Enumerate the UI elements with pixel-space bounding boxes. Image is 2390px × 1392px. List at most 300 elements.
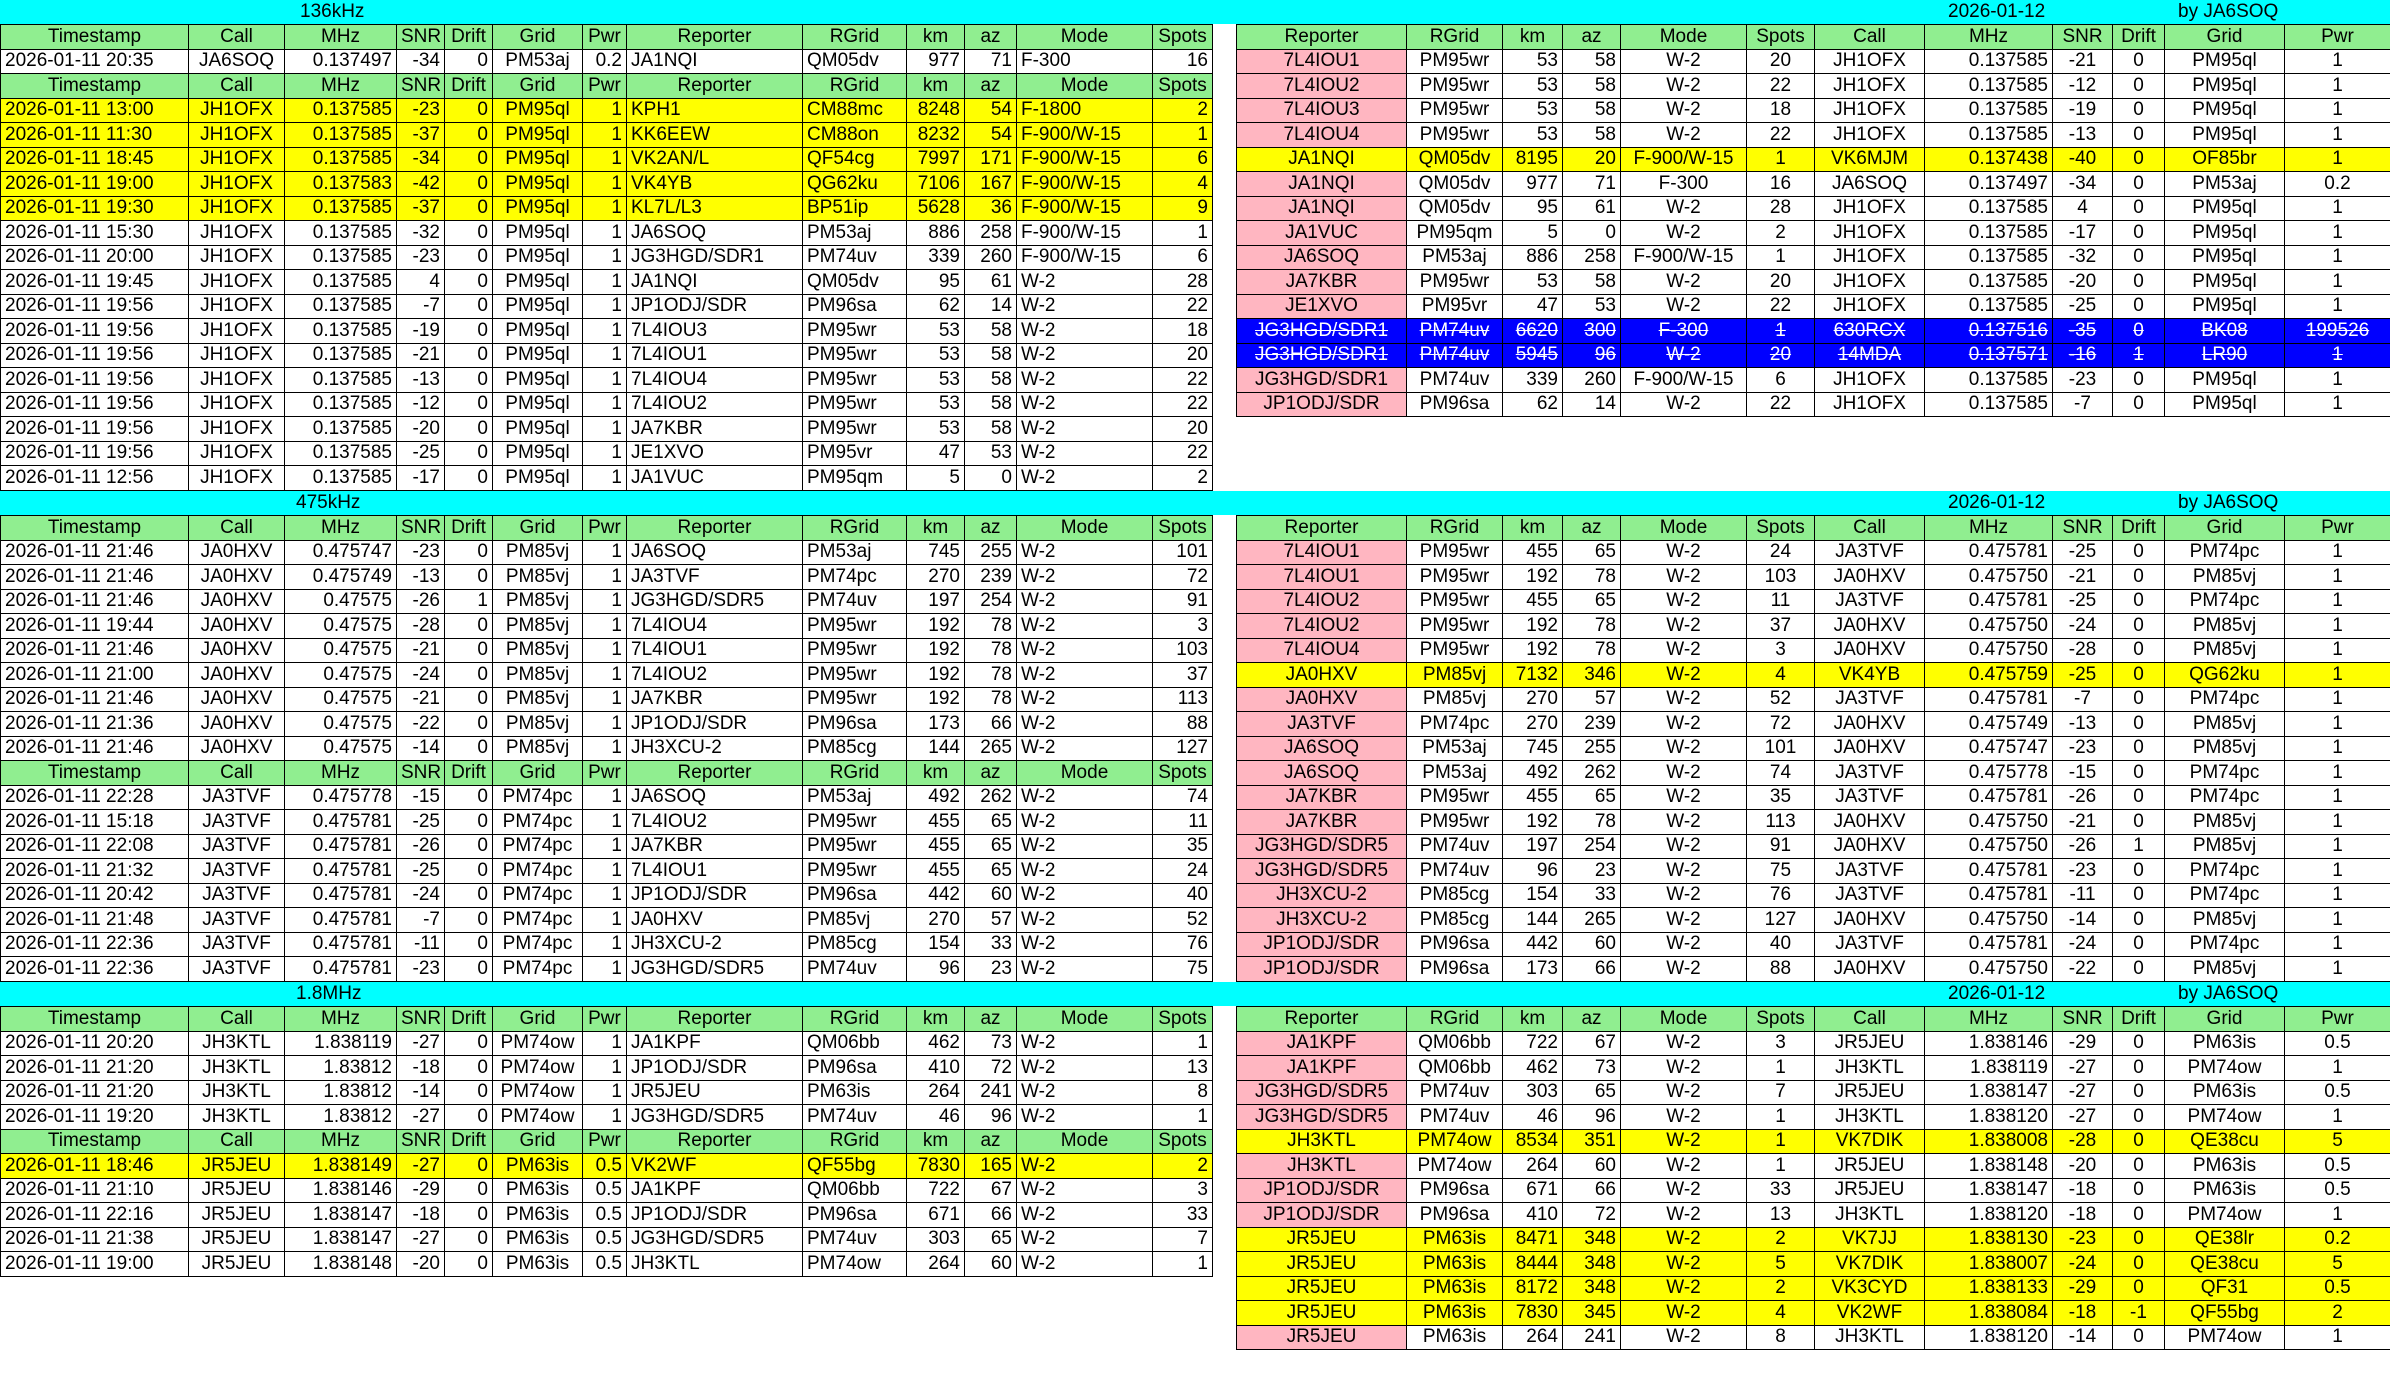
cell-grid: PM63is	[493, 1178, 583, 1203]
cell-rgrid: PM96sa	[803, 1203, 907, 1228]
cell-reporter: JG3HGD/SDR1	[627, 245, 803, 270]
cell-snr: -18	[397, 1056, 445, 1081]
cell-pwr: 1	[2285, 638, 2390, 663]
cell-km: 455	[1503, 589, 1563, 614]
column-header: Call	[189, 516, 285, 541]
cell-rgrid: PM63is	[1407, 1227, 1503, 1252]
cell-rgrid: PM95wr	[1407, 614, 1503, 639]
cell-pwr: 1	[583, 245, 627, 270]
column-header: RGrid	[803, 1007, 907, 1032]
cell-km: 173	[1503, 957, 1563, 982]
cell-timestamp: 2026-01-11 19:56	[1, 294, 189, 319]
column-header: Pwr	[583, 25, 627, 50]
cell-rgrid: PM74uv	[803, 589, 907, 614]
cell-mode: W-2	[1621, 392, 1747, 417]
column-header: SNR	[397, 74, 445, 99]
cell-az: 73	[1563, 1056, 1621, 1081]
cell-mode: W-2	[1017, 294, 1153, 319]
cell-mhz: 0.137585	[285, 196, 397, 221]
cell-call: JH3KTL	[1815, 1325, 1925, 1350]
cell-drift: 0	[445, 49, 493, 74]
cell-rgrid: PM63is	[803, 1080, 907, 1105]
cell-pwr: 0.5	[2285, 1178, 2390, 1203]
cell-az: 0	[1563, 221, 1621, 246]
cell-pwr: 1	[583, 417, 627, 442]
cell-km: 7997	[907, 147, 965, 172]
cell-spots: 52	[1153, 908, 1213, 933]
cell-reporter: VK2AN/L	[627, 147, 803, 172]
cell-mhz: 0.137585	[285, 466, 397, 491]
cell-pwr: 1	[2285, 663, 2390, 688]
cell-timestamp: 2026-01-11 19:00	[1, 1252, 189, 1277]
cell-call: JA3TVF	[1815, 859, 1925, 884]
cell-spots: 35	[1747, 785, 1815, 810]
cell-mode: F-900/W-15	[1017, 172, 1153, 197]
cell-timestamp: 2026-01-11 21:32	[1, 859, 189, 884]
cell-pwr: 1	[2285, 859, 2390, 884]
cell-drift: 0	[445, 294, 493, 319]
cell-call: JR5JEU	[189, 1227, 285, 1252]
cell-mode: W-2	[1017, 1203, 1153, 1228]
cell-mode: W-2	[1017, 687, 1153, 712]
cell-reporter: JR5JEU	[1237, 1252, 1407, 1277]
cell-spots: 2	[1153, 466, 1213, 491]
cell-km: 53	[907, 368, 965, 393]
cell-mhz: 1.838130	[1925, 1227, 2053, 1252]
table-row	[1, 221, 1213, 246]
cell-mhz: 0.47575	[285, 736, 397, 761]
report-date: 2026-01-12	[1948, 1, 2046, 22]
cell-call: JA3TVF	[1815, 589, 1925, 614]
cell-spots: 76	[1747, 883, 1815, 908]
cell-drift: 0	[445, 196, 493, 221]
cell-reporter: JA1NQI	[1237, 196, 1407, 221]
cell-km: 173	[907, 712, 965, 737]
cell-mode: W-2	[1017, 834, 1153, 859]
cell-call: JA3TVF	[189, 834, 285, 859]
cell-az: 345	[1563, 1301, 1621, 1326]
column-header: Timestamp	[1, 74, 189, 99]
cell-drift: 0	[2113, 687, 2165, 712]
cell-rgrid: PM96sa	[803, 294, 907, 319]
cell-az: 58	[1563, 74, 1621, 99]
cell-mode: F-900/W-15	[1017, 196, 1153, 221]
cell-snr: -27	[2053, 1056, 2113, 1081]
table-row	[1237, 834, 2390, 859]
table-row	[1, 49, 1213, 74]
cell-rgrid: PM95wr	[803, 392, 907, 417]
cell-call: JR5JEU	[1815, 1031, 1925, 1056]
cell-mode: W-2	[1621, 343, 1747, 368]
cell-az: 254	[965, 589, 1017, 614]
cell-timestamp: 2026-01-11 15:18	[1, 810, 189, 835]
table-row	[1, 1031, 1213, 1056]
cell-drift: 0	[2113, 1154, 2165, 1179]
cell-reporter: 7L4IOU3	[627, 319, 803, 344]
cell-pwr: 1	[583, 98, 627, 123]
cell-reporter: JG3HGD/SDR5	[627, 1105, 803, 1130]
cell-km: 410	[1503, 1203, 1563, 1228]
cell-grid: PM95ql	[493, 368, 583, 393]
cell-mhz: 0.137585	[285, 368, 397, 393]
cell-km: 53	[907, 319, 965, 344]
cell-call: JA3TVF	[189, 957, 285, 982]
cell-spots: 22	[1747, 392, 1815, 417]
cell-grid: PM95ql	[493, 343, 583, 368]
cell-pwr: 1	[2285, 565, 2390, 590]
cell-mode: W-2	[1621, 859, 1747, 884]
cell-grid: PM74pc	[2165, 589, 2285, 614]
cell-reporter: JA7KBR	[627, 687, 803, 712]
table-row	[1237, 1031, 2390, 1056]
cell-az: 33	[965, 932, 1017, 957]
table-row	[1237, 74, 2390, 99]
cell-km: 339	[907, 245, 965, 270]
cell-rgrid: PM74uv	[803, 245, 907, 270]
cell-call: JH1OFX	[189, 392, 285, 417]
cell-rgrid: PM53aj	[1407, 761, 1503, 786]
cell-call: JA3TVF	[189, 859, 285, 884]
cell-mhz: 0.137585	[1925, 368, 2053, 393]
cell-snr: 4	[397, 270, 445, 295]
column-header: Spots	[1153, 516, 1213, 541]
cell-snr: -21	[397, 687, 445, 712]
spots-table-1-8mhz-receive	[1236, 1006, 2390, 1350]
cell-call: JR5JEU	[189, 1178, 285, 1203]
column-header: Mode	[1621, 1007, 1747, 1032]
cell-snr: -22	[397, 712, 445, 737]
column-header: Call	[189, 1007, 285, 1032]
cell-grid: PM95ql	[493, 392, 583, 417]
cell-call: JH1OFX	[189, 368, 285, 393]
column-header: RGrid	[803, 761, 907, 786]
cell-pwr: 0.2	[583, 49, 627, 74]
cell-rgrid: PM95wr	[803, 319, 907, 344]
cell-spots: 1	[1153, 1031, 1213, 1056]
cell-snr: -40	[2053, 147, 2113, 172]
cell-km: 270	[907, 908, 965, 933]
cell-az: 23	[1563, 859, 1621, 884]
cell-spots: 1	[1747, 1129, 1815, 1154]
table-row	[1, 319, 1213, 344]
cell-mhz: 0.475747	[285, 540, 397, 565]
cell-timestamp: 2026-01-11 19:56	[1, 441, 189, 466]
cell-grid: PM95ql	[493, 466, 583, 491]
cell-mode: W-2	[1621, 1227, 1747, 1252]
cell-az: 58	[965, 343, 1017, 368]
cell-mhz: 0.475750	[1925, 908, 2053, 933]
cell-snr: -18	[397, 1203, 445, 1228]
cell-call: VK7DIK	[1815, 1129, 1925, 1154]
cell-timestamp: 2026-01-11 19:44	[1, 614, 189, 639]
cell-km: 270	[1503, 687, 1563, 712]
column-header: Reporter	[1237, 1007, 1407, 1032]
cell-mode: W-2	[1621, 1056, 1747, 1081]
cell-drift: 0	[445, 859, 493, 884]
cell-rgrid: PM74uv	[803, 1227, 907, 1252]
cell-rgrid: QM06bb	[803, 1178, 907, 1203]
cell-az: 65	[1563, 785, 1621, 810]
band-label: 475kHz	[296, 492, 361, 513]
cell-reporter: JH3XCU-2	[627, 932, 803, 957]
column-header: Reporter	[627, 516, 803, 541]
cell-call: 14MDA	[1815, 343, 1925, 368]
cell-pwr: 1	[2285, 785, 2390, 810]
cell-reporter: 7L4IOU2	[627, 810, 803, 835]
cell-timestamp: 2026-01-11 22:16	[1, 1203, 189, 1228]
cell-az: 0	[965, 466, 1017, 491]
cell-az: 65	[965, 834, 1017, 859]
cell-mhz: 0.475778	[1925, 761, 2053, 786]
cell-az: 171	[965, 147, 1017, 172]
column-header: Grid	[493, 516, 583, 541]
column-header: Timestamp	[1, 516, 189, 541]
cell-mode: F-900/W-15	[1017, 221, 1153, 246]
cell-spots: 91	[1153, 589, 1213, 614]
cell-grid: PM95ql	[2165, 196, 2285, 221]
column-header: Drift	[2113, 25, 2165, 50]
cell-az: 54	[965, 123, 1017, 148]
cell-km: 46	[907, 1105, 965, 1130]
cell-mode: W-2	[1621, 565, 1747, 590]
cell-grid: PM63is	[493, 1252, 583, 1277]
cell-timestamp: 2026-01-11 22:28	[1, 785, 189, 810]
cell-drift: 0	[445, 638, 493, 663]
cell-snr: -13	[397, 368, 445, 393]
column-header: RGrid	[803, 25, 907, 50]
cell-km: 62	[1503, 392, 1563, 417]
cell-snr: -19	[397, 319, 445, 344]
cell-drift: 0	[2113, 196, 2165, 221]
cell-mhz: 1.838007	[1925, 1252, 2053, 1277]
cell-call: JH1OFX	[189, 98, 285, 123]
cell-spots: 3	[1747, 638, 1815, 663]
cell-reporter: JA6SOQ	[627, 221, 803, 246]
cell-spots: 1	[1747, 147, 1815, 172]
cell-reporter: JA7KBR	[627, 417, 803, 442]
cell-az: 71	[1563, 172, 1621, 197]
table-row	[1, 908, 1213, 933]
cell-drift: 0	[2113, 245, 2165, 270]
cell-drift: 0	[445, 810, 493, 835]
cell-call: JA3TVF	[1815, 785, 1925, 810]
cell-mhz: 0.475781	[285, 957, 397, 982]
cell-call: JH1OFX	[1815, 74, 1925, 99]
column-header: RGrid	[803, 1129, 907, 1154]
cell-reporter: KPH1	[627, 98, 803, 123]
column-header: Mode	[1017, 1007, 1153, 1032]
cell-grid: PM85vj	[493, 540, 583, 565]
cell-timestamp: 2026-01-11 21:46	[1, 736, 189, 761]
cell-drift: 0	[2113, 221, 2165, 246]
cell-drift: 0	[2113, 1056, 2165, 1081]
table-header-row	[1237, 516, 2390, 541]
cell-mode: W-2	[1621, 1031, 1747, 1056]
cell-drift: 0	[2113, 368, 2165, 393]
cell-snr: -27	[2053, 1080, 2113, 1105]
cell-spots: 22	[1747, 294, 1815, 319]
cell-km: 8232	[907, 123, 965, 148]
cell-pwr: 2	[2285, 1301, 2390, 1326]
column-header: Pwr	[2285, 25, 2390, 50]
cell-drift: 0	[445, 712, 493, 737]
report-author: by JA6SOQ	[2178, 983, 2279, 1004]
cell-rgrid: PM95vr	[803, 441, 907, 466]
cell-rgrid: PM74uv	[803, 1105, 907, 1130]
cell-timestamp: 2026-01-11 19:56	[1, 417, 189, 442]
table-row	[1, 294, 1213, 319]
table-row	[1237, 1129, 2390, 1154]
column-header: km	[907, 74, 965, 99]
cell-spots: 127	[1747, 908, 1815, 933]
cell-mode: W-2	[1017, 614, 1153, 639]
cell-timestamp: 2026-01-11 15:30	[1, 221, 189, 246]
table-row	[1237, 270, 2390, 295]
cell-az: 58	[965, 319, 1017, 344]
cell-pwr: 1	[583, 834, 627, 859]
cell-km: 192	[1503, 638, 1563, 663]
cell-snr: -12	[397, 392, 445, 417]
cell-grid: PM74pc	[493, 957, 583, 982]
cell-call: JA0HXV	[1815, 712, 1925, 737]
cell-spots: 74	[1747, 761, 1815, 786]
cell-az: 265	[965, 736, 1017, 761]
column-header: Drift	[2113, 516, 2165, 541]
cell-timestamp: 2026-01-11 18:46	[1, 1154, 189, 1179]
cell-call: JA0HXV	[189, 565, 285, 590]
column-header: MHz	[285, 74, 397, 99]
cell-spots: 35	[1153, 834, 1213, 859]
column-header: Drift	[445, 516, 493, 541]
cell-call: JH1OFX	[1815, 368, 1925, 393]
cell-snr: -25	[2053, 540, 2113, 565]
cell-rgrid: PM96sa	[803, 1056, 907, 1081]
cell-spots: 75	[1153, 957, 1213, 982]
cell-mhz: 0.137438	[1925, 147, 2053, 172]
cell-mhz: 1.83812	[285, 1080, 397, 1105]
cell-timestamp: 2026-01-11 21:38	[1, 1227, 189, 1252]
cell-pwr: 1	[583, 1080, 627, 1105]
cell-drift: 0	[2113, 1252, 2165, 1277]
cell-mhz: 1.838147	[285, 1227, 397, 1252]
table-row	[1, 466, 1213, 491]
cell-pwr: 0.5	[2285, 1080, 2390, 1105]
column-header: RGrid	[1407, 516, 1503, 541]
cell-spots: 16	[1153, 49, 1213, 74]
column-header: Spots	[1747, 25, 1815, 50]
cell-mhz: 0.137585	[285, 147, 397, 172]
cell-mhz: 0.137585	[285, 343, 397, 368]
column-header: SNR	[397, 1007, 445, 1032]
cell-snr: -13	[397, 565, 445, 590]
cell-mhz: 0.137497	[1925, 172, 2053, 197]
table-row	[1237, 172, 2390, 197]
table-row	[1, 1056, 1213, 1081]
cell-grid: PM85vj	[2165, 810, 2285, 835]
cell-az: 65	[965, 859, 1017, 884]
cell-pwr: 0.2	[2285, 172, 2390, 197]
cell-az: 78	[1563, 614, 1621, 639]
cell-rgrid: PM85vj	[803, 908, 907, 933]
column-header: Call	[189, 25, 285, 50]
cell-rgrid: PM96sa	[803, 883, 907, 908]
cell-snr: -26	[2053, 834, 2113, 859]
cell-spots: 91	[1747, 834, 1815, 859]
cell-az: 258	[1563, 245, 1621, 270]
cell-mhz: 0.47575	[285, 687, 397, 712]
band-header-1-8mhz	[0, 982, 2390, 1006]
table-header-row	[1, 1007, 1213, 1032]
cell-spots: 3	[1747, 1031, 1815, 1056]
cell-km: 6620	[1503, 319, 1563, 344]
cell-drift: 0	[445, 663, 493, 688]
table-header-row	[1237, 1007, 2390, 1032]
cell-snr: -37	[397, 196, 445, 221]
cell-spots: 1	[1153, 1252, 1213, 1277]
cell-az: 58	[1563, 270, 1621, 295]
table-row	[1, 1252, 1213, 1277]
cell-call: JA0HXV	[1815, 638, 1925, 663]
table-row	[1, 834, 1213, 859]
cell-reporter: JP1ODJ/SDR	[627, 712, 803, 737]
cell-spots: 9	[1153, 196, 1213, 221]
cell-snr: -18	[2053, 1178, 2113, 1203]
cell-drift: 1	[2113, 343, 2165, 368]
table-header-row	[1, 74, 1213, 99]
cell-mhz: 0.475749	[1925, 712, 2053, 737]
cell-km: 46	[1503, 1105, 1563, 1130]
column-header: Reporter	[627, 761, 803, 786]
cell-reporter: JA6SOQ	[627, 540, 803, 565]
cell-reporter: JA1NQI	[1237, 147, 1407, 172]
cell-mode: W-2	[1621, 883, 1747, 908]
cell-call: JA3TVF	[1815, 761, 1925, 786]
cell-drift: 0	[445, 785, 493, 810]
cell-reporter: JP1ODJ/SDR	[1237, 932, 1407, 957]
cell-snr: -7	[2053, 687, 2113, 712]
column-header: Drift	[445, 1007, 493, 1032]
cell-km: 264	[907, 1080, 965, 1105]
cell-rgrid: PM95qm	[803, 466, 907, 491]
cell-spots: 33	[1153, 1203, 1213, 1228]
cell-grid: QF55bg	[2165, 1301, 2285, 1326]
cell-snr: -34	[397, 147, 445, 172]
cell-grid: PM85vj	[493, 687, 583, 712]
column-header: MHz	[285, 1007, 397, 1032]
cell-rgrid: PM63is	[1407, 1325, 1503, 1350]
column-header: Call	[189, 74, 285, 99]
cell-grid: PM85vj	[493, 663, 583, 688]
cell-snr: -22	[2053, 957, 2113, 982]
cell-call: JA0HXV	[1815, 565, 1925, 590]
cell-reporter: JA1VUC	[1237, 221, 1407, 246]
cell-km: 53	[1503, 270, 1563, 295]
cell-pwr: 1	[2285, 736, 2390, 761]
report-author: by JA6SOQ	[2178, 1, 2279, 22]
cell-az: 78	[965, 687, 1017, 712]
cell-snr: -7	[397, 294, 445, 319]
cell-rgrid: PM95wr	[803, 687, 907, 712]
cell-mhz: 0.475781	[285, 810, 397, 835]
cell-call: JR5JEU	[1815, 1154, 1925, 1179]
cell-timestamp: 2026-01-11 22:36	[1, 957, 189, 982]
cell-km: 8534	[1503, 1129, 1563, 1154]
cell-km: 886	[1503, 245, 1563, 270]
cell-grid: PM85vj	[2165, 908, 2285, 933]
cell-drift: 0	[445, 883, 493, 908]
cell-km: 722	[907, 1178, 965, 1203]
cell-grid: PM95ql	[493, 245, 583, 270]
